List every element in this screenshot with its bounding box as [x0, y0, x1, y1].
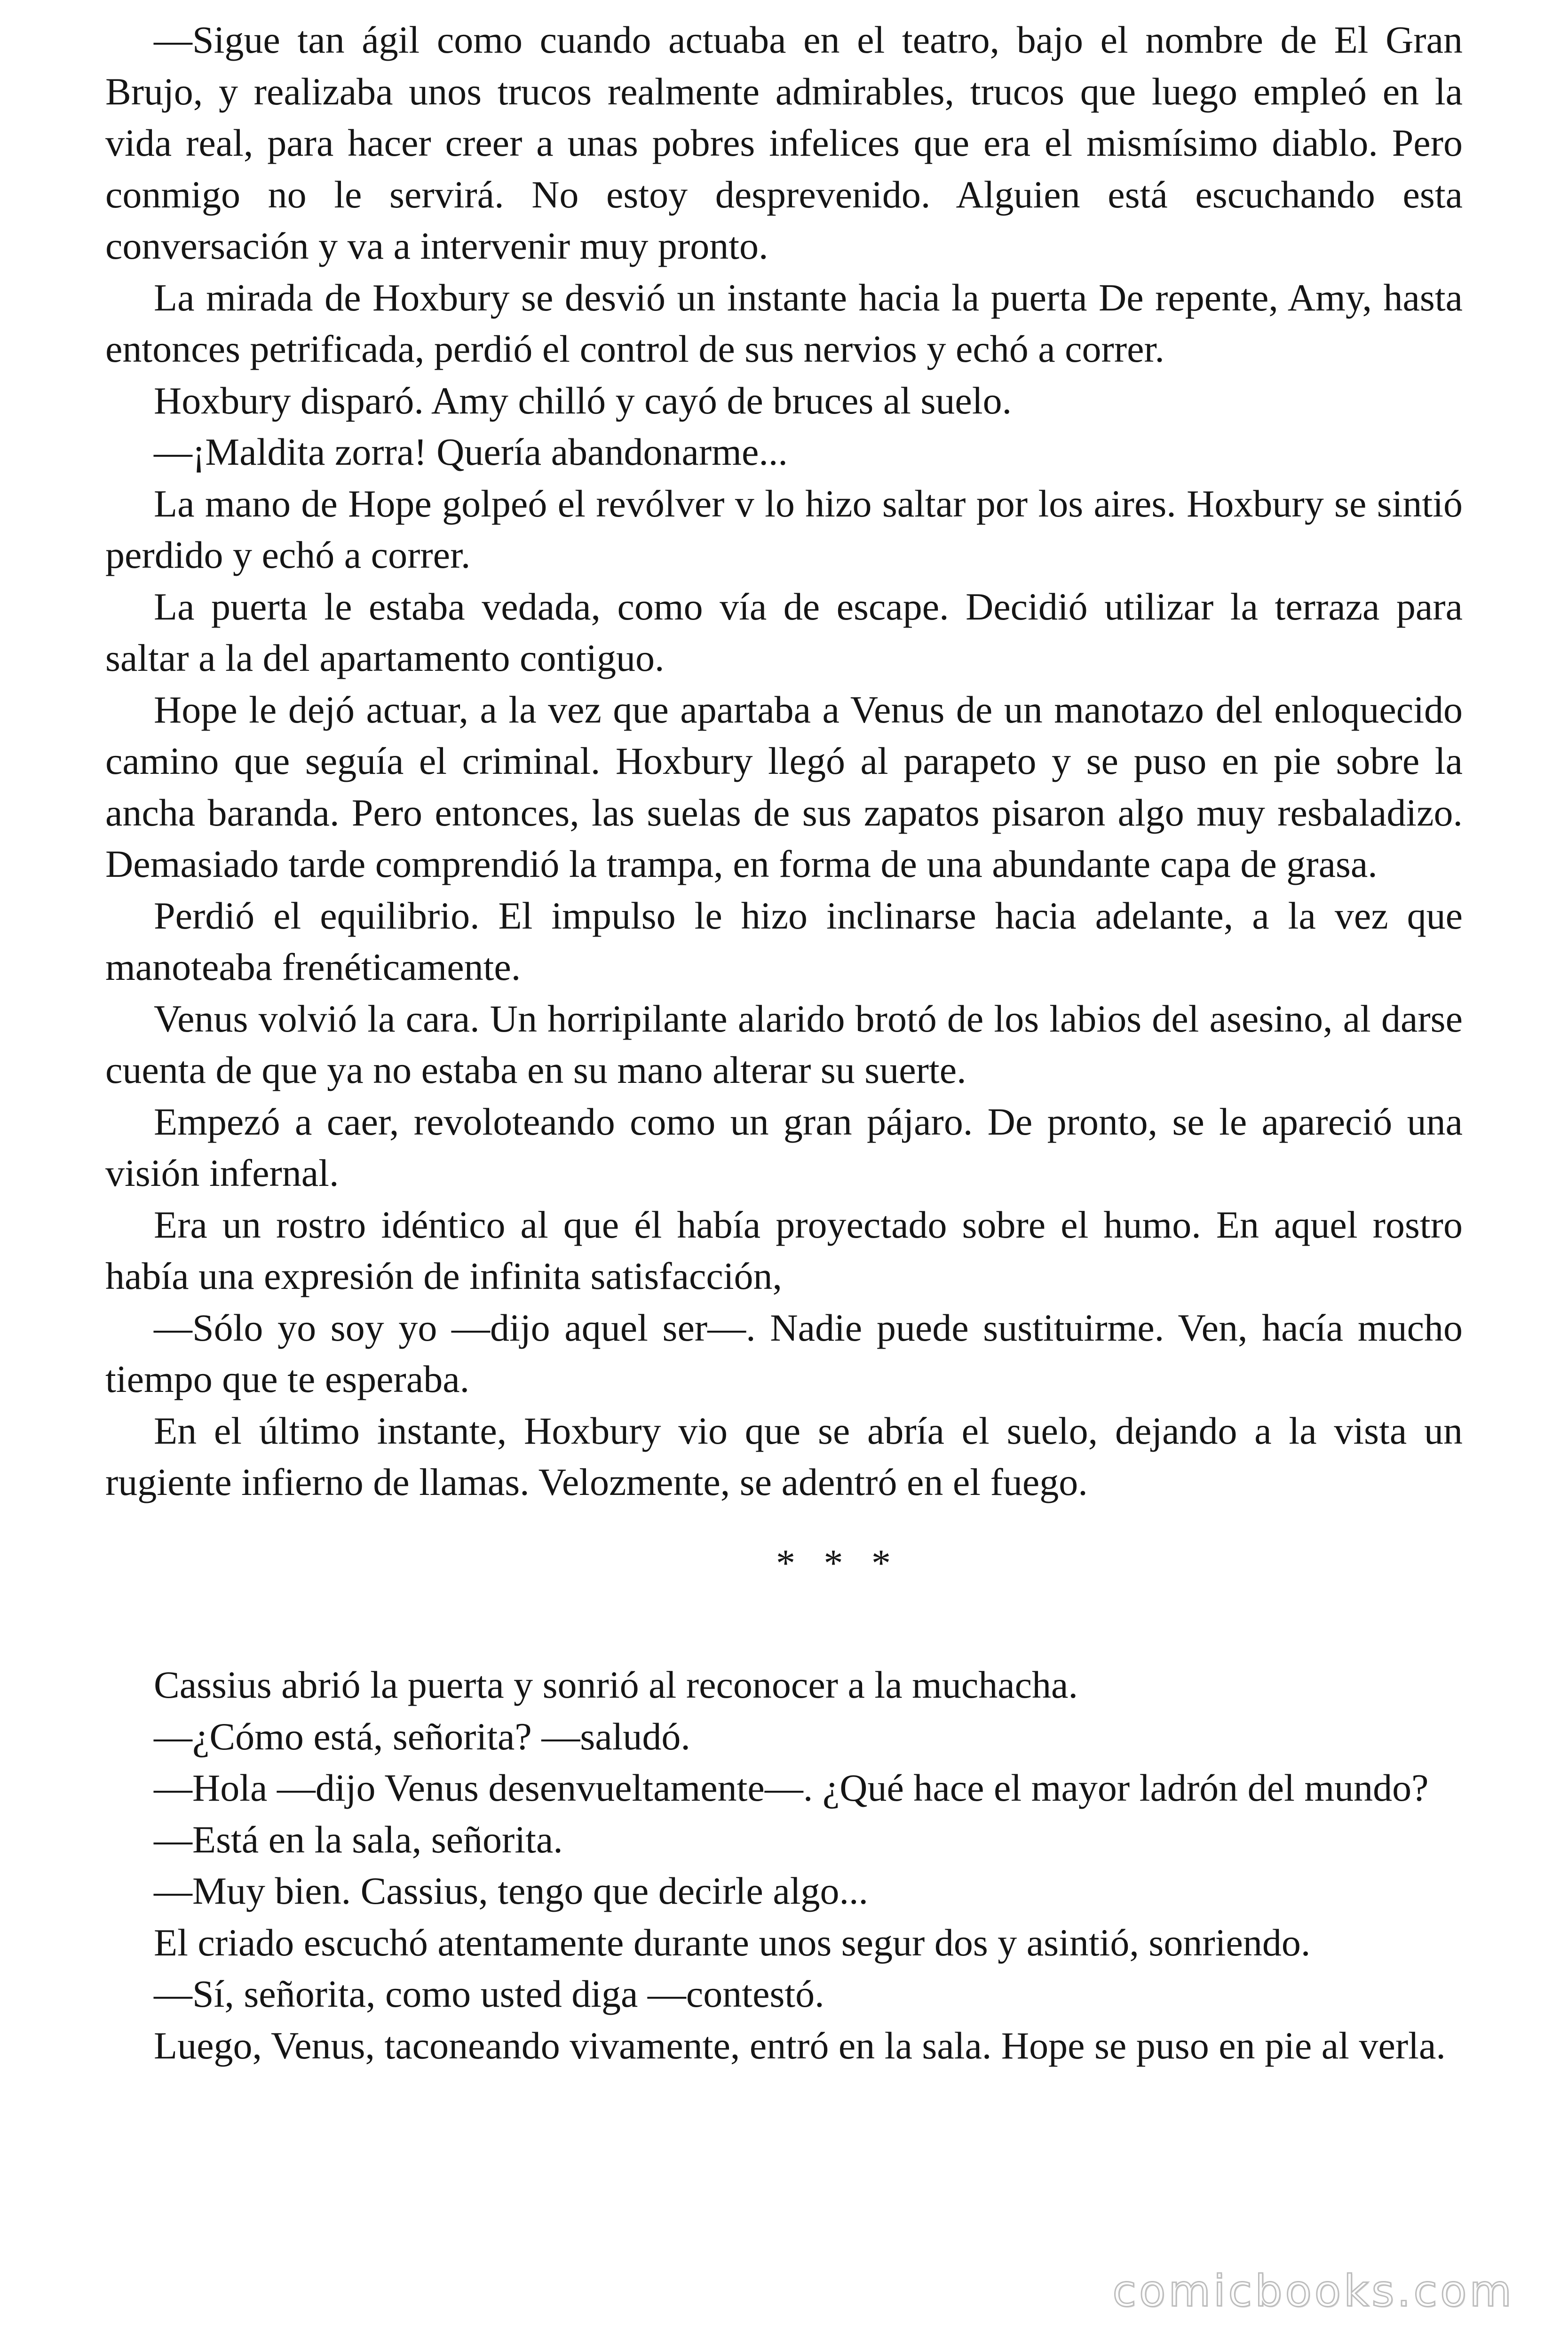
- paragraph: —Sólo yo soy yo —dijo aquel ser—. Nadie puede sustituirme. Ven, hacía mucho tiempo que te esperaba.: [105, 1306, 1463, 1400]
- paragraph: —Hola —dijo Venus desenvueltamente—. ¿Qué hace el mayor ladrón del mundo?: [154, 1766, 1429, 1809]
- paragraph: La mano de Hope golpeó el revólver v lo hizo saltar por los aires. Hoxbury se sintió perdido y echó a correr.: [105, 482, 1463, 576]
- paragraph: Venus volvió la cara. Un horripilante alarido brotó de los labios del asesino, al darse cuenta de que ya no estaba en su mano alterar su suerte.: [105, 997, 1463, 1091]
- watermark: comicbooks.com: [1112, 2266, 1514, 2316]
- paragraph: El criado escuchó atentamente durante unos segur dos y asintió, sonriendo.: [154, 1921, 1311, 1964]
- paragraph: —¿Cómo está, señorita? —saludó.: [154, 1715, 690, 1758]
- paragraph: —Está en la sala, señorita.: [154, 1818, 563, 1861]
- body-text: [105, 14, 1463, 2071]
- paragraph: La puerta le estaba vedada, como vía de escape. Decidió utilizar la terraza para saltar a la del apartamento contiguo.: [105, 585, 1463, 679]
- paragraph: Luego, Venus, taconeando vivamente, entró en la sala. Hope se puso en pie al verla.: [154, 2024, 1446, 2067]
- paragraph: —Sí, señorita, como usted diga —contestó.: [154, 1972, 824, 2015]
- paragraph: Perdió el equilibrio. El impulso le hizo inclinarse hacia adelante, a la vez que manoteaba frenéticamente.: [105, 894, 1463, 988]
- paragraph: —Muy bien. Cassius, tengo que decirle algo...: [154, 1869, 869, 1912]
- paragraph: Hope le dejó actuar, a la vez que apartaba a Venus de un manotazo del enloquecido camino que seguía el criminal. Hoxbury llegó al parapeto y se puso en pie sobre la ancha baranda. Pero entonces, las suelas de sus zapatos pisaron algo muy resbaladizo. Demasiado tarde comprendió la trampa, en forma de una abundante capa de grasa.: [105, 688, 1463, 885]
- scene-separator: * * *: [776, 1541, 900, 1584]
- paragraph: —¡Maldita zorra! Quería abandonarme...: [154, 430, 788, 473]
- paragraph: —Sigue tan ágil como cuando actuaba en el teatro, bajo el nombre de El Gran Brujo, y realizaba unos trucos realmente admirables, trucos que luego empleó en la vida real, para hacer creer a unas pobres infelices que era el mismísimo diablo. Pero conmigo no le servirá. No estoy desprevenido. Alguien está escuchando esta conversación y va a intervenir muy pronto.: [105, 18, 1463, 267]
- paragraph: Empezó a caer, revoloteando como un gran pájaro. De pronto, se le apareció una visión infernal.: [105, 1100, 1463, 1194]
- paragraph: Era un rostro idéntico al que él había proyectado sobre el humo. En aquel rostro había una expresión de infinita satisfacción,: [105, 1203, 1463, 1297]
- paragraph: Cassius abrió la puerta y sonrió al reconocer a la muchacha.: [154, 1663, 1078, 1706]
- paragraph: En el último instante, Hoxbury vio que se abría el suelo, dejando a la vista un rugiente infierno de llamas. Velozmente, se adentró en el fuego.: [105, 1409, 1463, 1503]
- paragraph: Hoxbury disparó. Amy chilló y cayó de bruces al suelo.: [154, 379, 1012, 422]
- paragraph: La mirada de Hoxbury se desvió un instante hacia la puerta De repente, Amy, hasta entonces petrificada, perdió el control de sus nervios y echó a correr.: [105, 276, 1463, 370]
